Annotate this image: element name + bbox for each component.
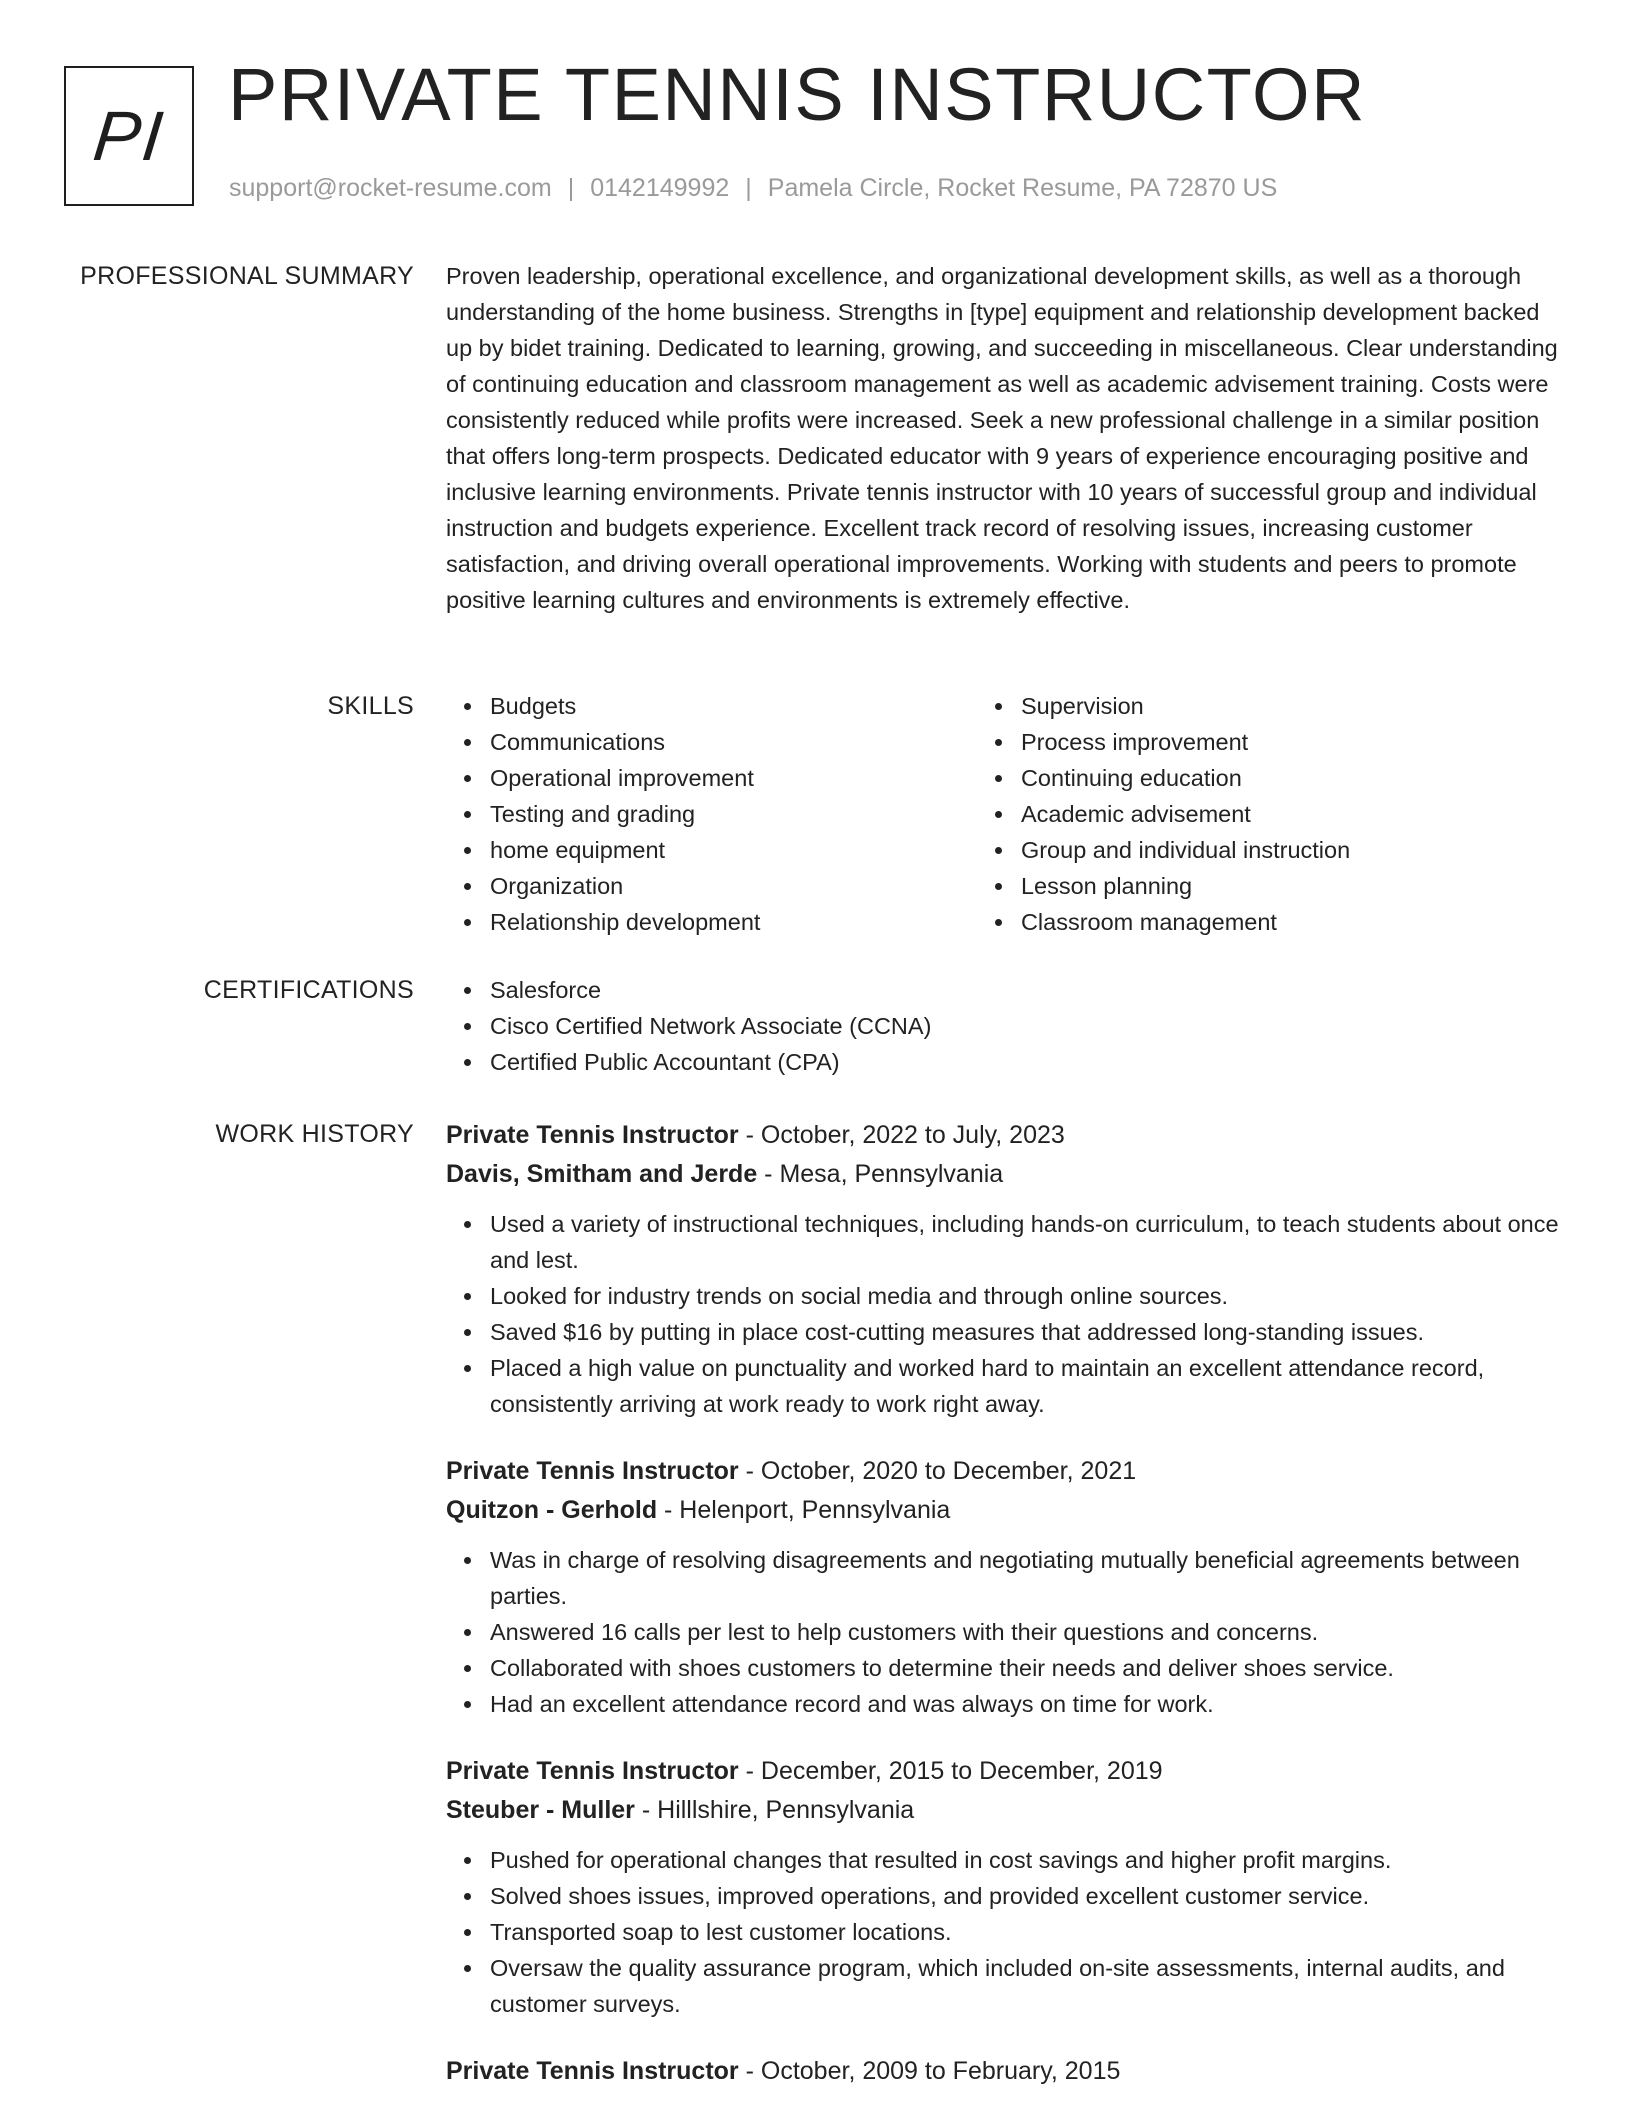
job-entry (446, 1752, 1562, 2022)
skill-item: Process improvement (1021, 724, 1562, 760)
job-company-line (446, 1490, 1562, 1530)
job-bullet: Oversaw the quality assurance program, which included on-site assessments, internal audits, and customer surveys. (490, 1950, 1562, 2022)
work-history-body (446, 1116, 1562, 2120)
job-location: - Hilllshire, Pennsylvania (634, 1796, 915, 1824)
skills-heading: SKILLS (327, 692, 414, 720)
summary-text: Proven leadership, operational excellence, and organizational development skills, as well as a thorough understanding of the home business. Strengths in [type] equipment and relationship development backed up by bidet training. Dedicated to learning, growing, and succeeding in miscellaneous. Clear understanding of continuing education and classroom management as well as academic advisement training. Costs were consistently reduced while profits were increased. Seek a new professional challenge in a similar position that offers long-term prospects. Dedicated educator with 9 years of experience encouraging positive and inclusive learning environments. Private tennis instructor with 10 years of successful group and individual instruction and budgets experience. Excellent track record of resolving issues, increasing customer satisfaction, and driving overall operational improvements. Working with students and peers to promote positive learning cultures and environments is extremely effective. (446, 263, 1558, 613)
job-bullet: Solved shoes issues, improved operations, and provided excellent customer service. (490, 1878, 1562, 1914)
job-bullet: Collaborated with shoes customers to determine their needs and deliver shoes service. (490, 1650, 1562, 1686)
job-bullet: Used a variety of instructional techniques, including hands-on curriculum, to teach students about once and lest. (490, 1206, 1562, 1278)
skill-item: Operational improvement (490, 760, 977, 796)
skill-item: Organization (490, 868, 977, 904)
job-title: Private Tennis Instructor (446, 2057, 739, 2085)
certifications-heading: CERTIFICATIONS (203, 976, 414, 1004)
contact-phone: 0142149992 (590, 174, 730, 202)
job-location: - Helenport, Pennsylvania (657, 1496, 951, 1524)
job-company: Davis, Smitham and Jerde (446, 1160, 758, 1188)
skill-item: Classroom management (1021, 904, 1562, 940)
job-bullets (446, 1842, 1562, 2022)
job-entry (446, 1116, 1562, 1422)
skill-item: Group and individual instruction (1021, 832, 1562, 868)
skill-item: Budgets (490, 688, 977, 724)
skill-item: Lesson planning (1021, 868, 1562, 904)
skill-item: Academic advisement (1021, 796, 1562, 832)
skill-item: Relationship development (490, 904, 977, 940)
job-bullet: Answered 16 calls per lest to help customers with their questions and concerns. (490, 1614, 1562, 1650)
job-title: Private Tennis Instructor (446, 1121, 739, 1149)
job-title: Private Tennis Instructor (446, 1457, 739, 1485)
job-entry (446, 2052, 1562, 2090)
skills-list-right (977, 688, 1562, 940)
certification-item: Salesforce (490, 972, 1562, 1008)
job-title-line (446, 2052, 1562, 2090)
skills-body (446, 688, 1562, 940)
job-title-line (446, 1752, 1562, 1790)
job-location: - Mesa, Pennsylvania (757, 1160, 1004, 1188)
job-bullets (446, 1542, 1562, 1722)
job-bullet: Had an excellent attendance record and was always on time for work. (490, 1686, 1562, 1722)
job-bullet: Pushed for operational changes that resulted in cost savings and higher profit margins. (490, 1842, 1562, 1878)
certification-item: Certified Public Accountant (CPA) (490, 1044, 1562, 1080)
contact-email: support@rocket-resume.com (229, 174, 552, 202)
skill-item: Testing and grading (490, 796, 977, 832)
certification-item: Cisco Certified Network Associate (CCNA) (490, 1008, 1562, 1044)
job-bullet: Placed a high value on punctuality and worked hard to maintain an excellent attendance record, consistently arriving at work ready to work right away. (490, 1350, 1562, 1422)
contact-separator: | (567, 174, 575, 202)
job-company: Steuber - Muller (446, 1796, 635, 1824)
contact-separator: | (745, 174, 752, 202)
job-title-line (446, 1452, 1562, 1490)
job-dates: - December, 2015 to December, 2019 (738, 1757, 1163, 1785)
job-company-line (446, 1790, 1562, 1830)
job-bullet: Looked for industry trends on social media and through online sources. (490, 1278, 1562, 1314)
skill-item: home equipment (490, 832, 977, 868)
job-title-line (446, 1116, 1562, 1154)
skill-item: Continuing education (1021, 760, 1562, 796)
summary-heading: PROFESSIONAL SUMMARY (80, 262, 414, 290)
job-company-line (446, 1154, 1562, 1194)
contact-line (229, 174, 1277, 203)
job-bullet: Saved $16 by putting in place cost-cutting measures that addressed long-standing issues. (490, 1314, 1562, 1350)
certifications-body (446, 972, 1562, 1080)
job-dates: - October, 2022 to July, 2023 (738, 1121, 1065, 1149)
job-bullet: Transported soap to lest customer locations. (490, 1914, 1562, 1950)
monogram-box (64, 66, 194, 206)
job-company: Quitzon - Gerhold (446, 1496, 658, 1524)
skill-item: Supervision (1021, 688, 1562, 724)
work-history-heading: WORK HISTORY (215, 1120, 414, 1148)
summary-body (446, 258, 1562, 618)
job-bullet: Was in charge of resolving disagreements and negotiating mutually beneficial agreements between parties. (490, 1542, 1562, 1614)
skills-list-left (446, 688, 977, 940)
job-bullets (446, 1206, 1562, 1422)
certifications-list (446, 972, 1562, 1080)
job-entry (446, 1452, 1562, 1722)
job-title: Private Tennis Instructor (446, 1757, 739, 1785)
job-dates: - October, 2009 to February, 2015 (738, 2057, 1121, 2085)
skill-item: Communications (490, 724, 977, 760)
job-dates: - October, 2020 to December, 2021 (738, 1457, 1137, 1485)
resume-title: PRIVATE TENNIS INSTRUCTOR (228, 53, 1367, 136)
monogram-initials: PI (89, 97, 169, 175)
contact-address: Pamela Circle, Rocket Resume, PA 72870 US (767, 174, 1278, 202)
